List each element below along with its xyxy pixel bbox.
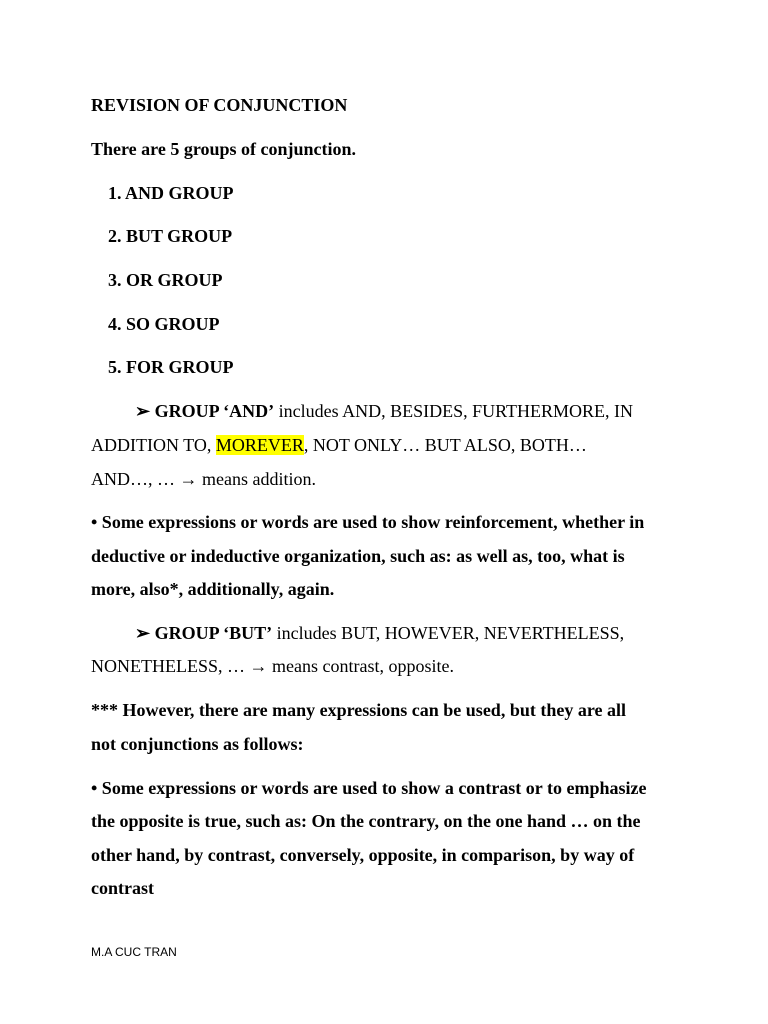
group-and-label: GROUP ‘AND’ (154, 401, 275, 421)
highlighted-word: MOREVER (215, 435, 304, 455)
contrast-line-3: other hand, by contrast, conversely, opposite, in comparison, by way of (91, 845, 635, 865)
group-item-for: 5. FOR GROUP (108, 357, 234, 377)
intro-text: There are 5 groups of conjunction. (91, 139, 357, 159)
document-title: REVISION OF CONJUNCTION (91, 95, 348, 115)
reinforcement-line-1: • Some expressions or words are used to show reinforcement, whether in (91, 512, 645, 532)
contrast-line-2: the opposite is true, such as: On the contrary, on the one hand … on the (91, 811, 641, 831)
but-section-line-1 (135, 622, 624, 644)
contrast-line-4: contrast (91, 878, 154, 898)
reinforcement-line-2: deductive or indeductive organization, such as: as well as, too, what is (91, 546, 625, 566)
group-item-so: 4. SO GROUP (108, 314, 220, 334)
group-item-and: 1. AND GROUP (108, 183, 234, 203)
group-item-or: 3. OR GROUP (108, 270, 223, 290)
however-note-line-1: *** However, there are many expressions can be used, but they are all (91, 700, 626, 720)
page-footer: M.A CUC TRAN (91, 945, 177, 959)
arrow-bullet-icon: ➢ (135, 401, 151, 421)
and-section-line-1 (135, 400, 633, 422)
and-section-line-3: AND…, … → means addition. (91, 469, 316, 489)
and-section-text: includes AND, BESIDES, FURTHERMORE, IN (274, 401, 634, 421)
group-but-label: GROUP ‘BUT’ (154, 623, 273, 643)
and-section-text-post: , NOT ONLY… BUT ALSO, BOTH… (303, 435, 587, 455)
group-item-but: 2. BUT GROUP (108, 226, 233, 246)
and-section-text-pre: ADDITION TO, (91, 435, 216, 455)
and-section-line-2 (91, 434, 587, 456)
reinforcement-line-3: more, also*, additionally, again. (91, 579, 335, 599)
arrow-bullet-icon: ➢ (135, 623, 151, 643)
but-section-line-2: NONETHELESS, … → means contrast, opposite. (91, 656, 454, 676)
however-note-line-2: not conjunctions as follows: (91, 734, 304, 754)
but-section-text: includes BUT, HOWEVER, NEVERTHELESS, (272, 623, 625, 643)
contrast-line-1: • Some expressions or words are used to show a contrast or to emphasize (91, 778, 647, 798)
